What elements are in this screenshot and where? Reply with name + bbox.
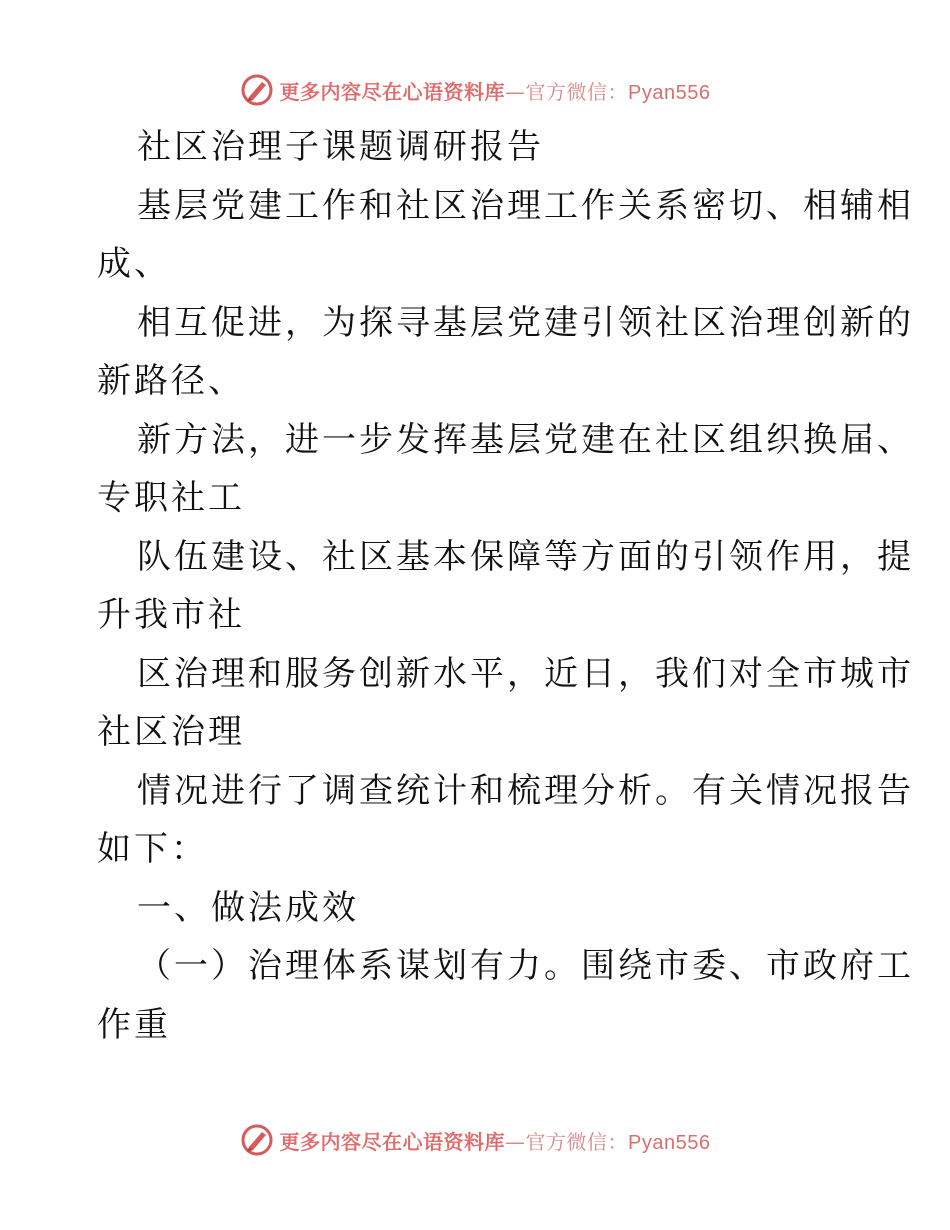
watermark-separator: — [505, 79, 526, 104]
text-line: 成、 [97, 244, 171, 284]
footer-watermark [0, 1120, 950, 1160]
text-line: 区治理和服务创新水平，近日，我们对全市城市 [137, 653, 914, 694]
text-line: 队伍建设、社区基本保障等方面的引领作用，提 [137, 536, 914, 577]
text-line: 情况进行了调查统计和梳理分析。有关情况报告 [137, 770, 914, 811]
text-line: 新路径、 [97, 361, 245, 401]
pen-logo-icon [240, 73, 274, 107]
text-line: 社区治理子课题调研报告 [137, 127, 544, 167]
watermark-label: 官方微信： [525, 79, 629, 104]
text-line: 升我市社 [97, 595, 245, 635]
watermark-id: Pyan556 [628, 81, 711, 104]
text-line: 如下： [97, 829, 208, 869]
header-watermark [0, 70, 950, 110]
watermark-main: 更多内容尽在心语资料库 [279, 79, 506, 104]
text-line: 相互促进，为探寻基层党建引领社区治理创新的 [137, 302, 914, 343]
text-line: （一）治理体系谋划有力。围绕市委、市政府工 [137, 946, 914, 986]
document-body [97, 118, 914, 1054]
watermark-id: Pyan556 [628, 1131, 711, 1154]
text-line: 专职社工 [97, 478, 245, 518]
pen-logo-icon [240, 1123, 274, 1157]
watermark-label: 官方微信： [525, 1129, 629, 1154]
text-line: 社区治理 [97, 712, 245, 752]
watermark-text [280, 76, 711, 105]
watermark-text [280, 1126, 711, 1155]
text-line: 新方法，进一步发挥基层党建在社区组织换届、 [137, 419, 914, 460]
watermark-separator: — [505, 1129, 526, 1154]
watermark-main: 更多内容尽在心语资料库 [279, 1129, 506, 1154]
text-line: 基层党建工作和社区治理工作关系密切、相辅相 [137, 185, 914, 226]
text-line: 作重 [97, 1004, 171, 1045]
text-line: 一、做法成效 [137, 887, 359, 928]
